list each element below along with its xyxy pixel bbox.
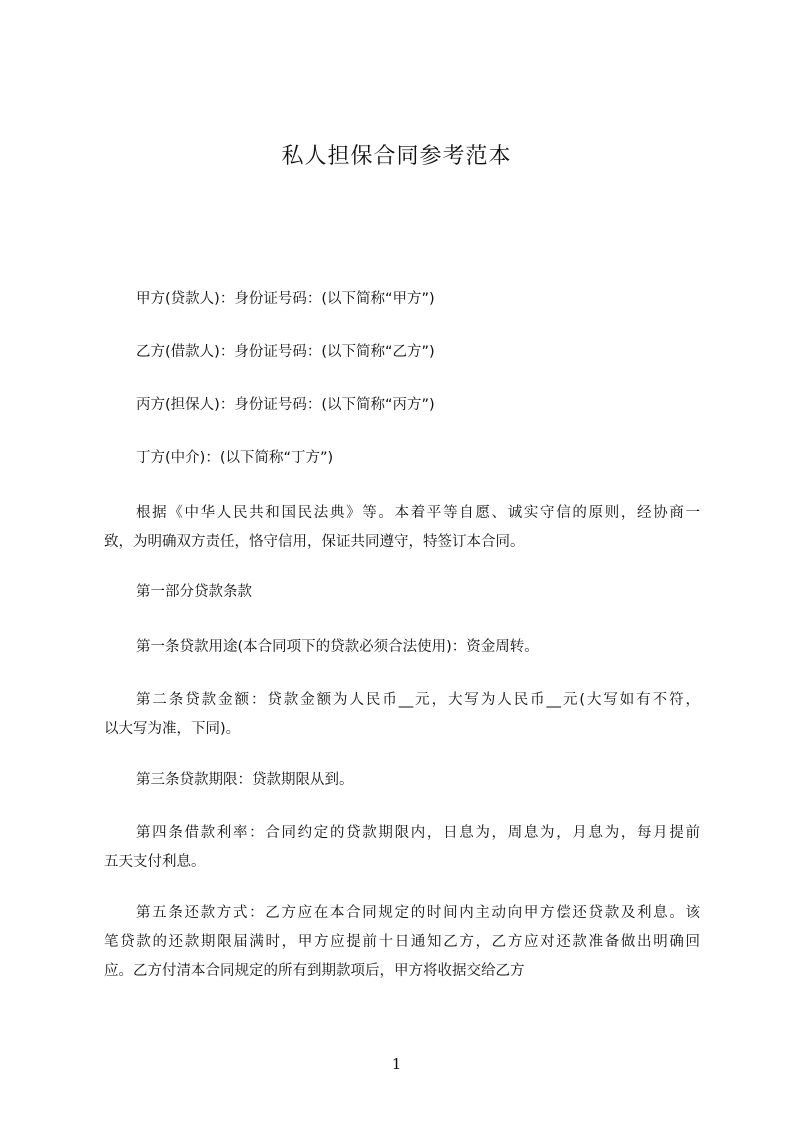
- party-c-text: 丙方(担保人)：身份证号码：(以下简称“丙方”): [136, 397, 435, 413]
- article-5-line-1: 第五条还款方式：乙方应在本合同规定的时间内主动向甲方偿还贷款及利息。该: [136, 905, 700, 921]
- article-3-text: 第三条贷款期限：贷款期限从到。: [136, 772, 354, 788]
- article-1-text: 第一条贷款用途(本合同项下的贷款必须合法使用)：资金周转。: [136, 639, 539, 655]
- preamble-line-1: 根据《中华人民共和国民法典》等。本着平等自愿、诚实守信的原则，经协商一: [136, 505, 700, 521]
- article-4-paragraph: [104, 819, 700, 877]
- article-5-paragraph: [104, 899, 700, 986]
- article-4-line-2: 五天支付利息。: [104, 854, 206, 870]
- party-a-line: [104, 285, 700, 314]
- document-title: 私人担保合同参考范本: [281, 144, 512, 169]
- article-2-line-2: 以大写为准，下同)。: [104, 721, 241, 737]
- section-heading: [104, 578, 700, 607]
- section-heading-text: 第一部分贷款条款: [136, 584, 252, 600]
- party-b-line: [104, 338, 700, 367]
- article-3-paragraph: [104, 766, 700, 795]
- article-2-paragraph: [104, 686, 700, 744]
- article-4-line-1: 第四条借款利率：合同约定的贷款期限内，日息为，周息为，月息为，每月提前: [136, 825, 700, 841]
- party-d-line: [104, 444, 700, 473]
- preamble-line-2: 致，为明确双方责任，恪守信用，保证共同遵守，特签订本合同。: [104, 534, 525, 550]
- party-c-line: [104, 391, 700, 420]
- article-5-line-2: 笔贷款的还款期限届满时，甲方应提前十日通知乙方，乙方应对还款准备做出明确回: [104, 934, 700, 950]
- article-5-line-3: 应。乙方付清本合同规定的所有到期款项后，甲方将收据交给乙方: [104, 963, 525, 979]
- party-b-text: 乙方(借款人)：身份证号码：(以下简称“乙方”): [136, 344, 435, 360]
- preamble-paragraph: [104, 499, 700, 557]
- article-1-paragraph: [104, 633, 700, 662]
- party-d-text: 丁方(中介)：(以下简称“丁方”): [136, 450, 334, 466]
- page-number: 1: [391, 1055, 402, 1073]
- article-2-line-1: 第二条贷款金额：贷款金额为人民币__元，大写为人民币__元(大写如有不符，: [136, 692, 700, 708]
- party-a-text: 甲方(贷款人)：身份证号码：(以下简称“甲方”): [136, 291, 435, 307]
